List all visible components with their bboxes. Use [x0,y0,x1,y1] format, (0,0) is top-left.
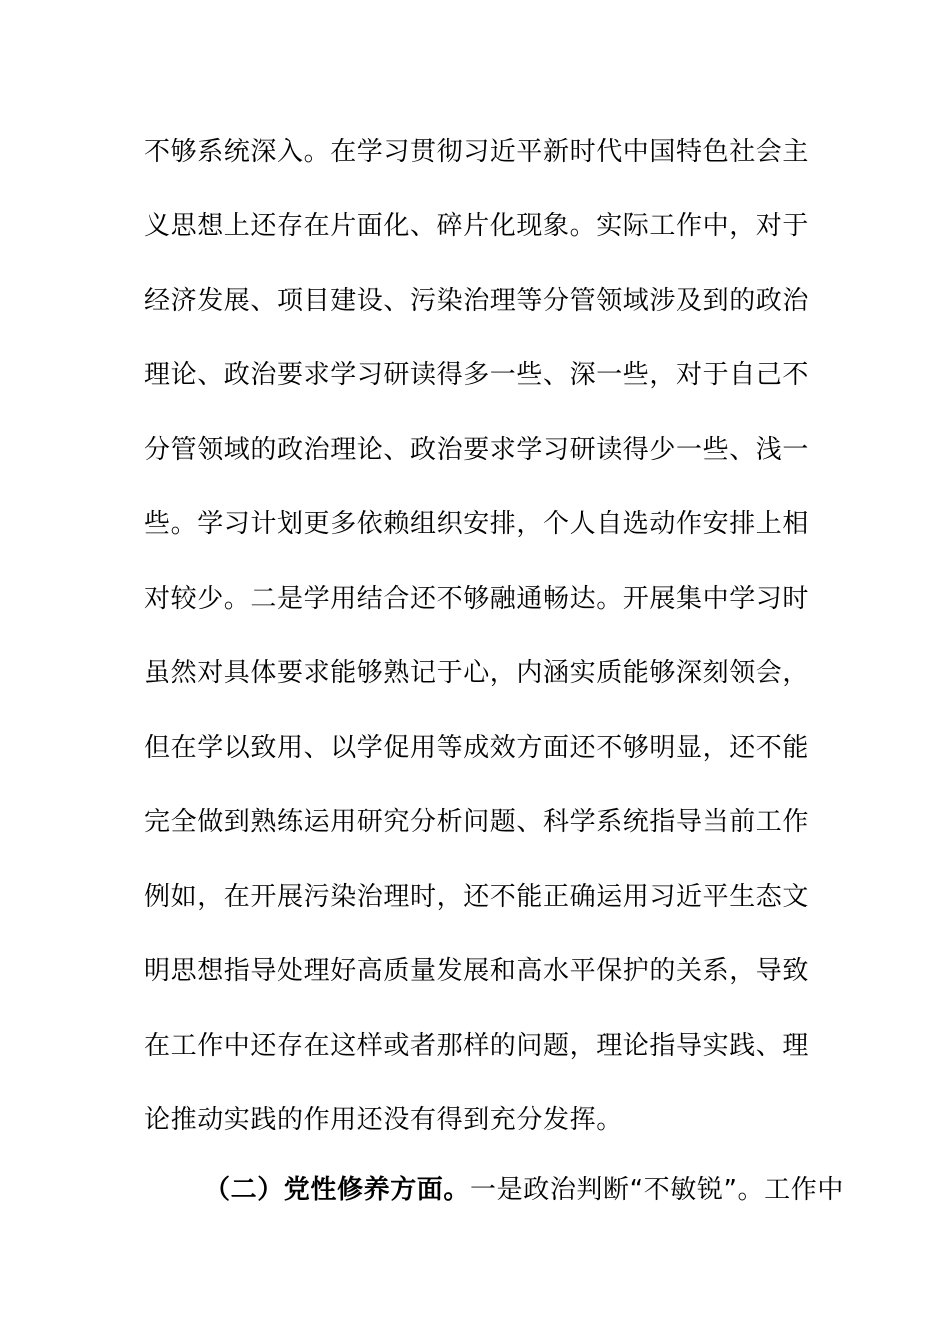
body-text-line: 对较少。二是学用结合还不够融通畅达。开展集中学习时 [144,584,810,614]
body-text-line: 分管领域的政治理论、政治要求学习研读得少一些、浅一 [144,435,810,465]
body-text-line: 在工作中还存在这样或者那样的问题，理论指导实践、理 [144,1031,810,1061]
section-paragraph-start [204,1170,844,1210]
body-text-line: 义思想上还存在片面化、碎片化现象。实际工作中，对于 [144,211,810,241]
body-text-line: 论推动实践的作用还没有得到充分发挥。 [144,1105,623,1135]
body-text-line: 经济发展、项目建设、污染治理等分管领域涉及到的政治 [144,286,810,316]
section-heading: （二）党性修养方面。 [204,1175,471,1205]
body-text-line: 些。学习计划更多依赖组织安排，个人自选动作安排上相 [144,509,810,539]
body-text-line: 不够系统深入。在学习贯彻习近平新时代中国特色社会主 [144,137,810,167]
body-text-line: 虽然对具体要求能够熟记于心，内涵实质能够深刻领会， [144,658,810,688]
body-text-line: 例如，在开展污染治理时，还不能正确运用习近平生态文 [144,882,810,912]
body-text-line: 完全做到熟练运用研究分析问题、科学系统指导当前工作 [144,807,810,837]
body-text-line: 但在学以致用、以学促用等成效方面还不够明显，还不能 [144,733,810,763]
body-text-line: 理论、政治要求学习研读得多一些、深一些，对于自己不 [144,360,810,390]
section-text: 一是政治判断“不敏锐”。工作中 [470,1175,844,1205]
body-text-line: 明思想指导处理好高质量发展和高水平保护的关系，导致 [144,956,810,986]
